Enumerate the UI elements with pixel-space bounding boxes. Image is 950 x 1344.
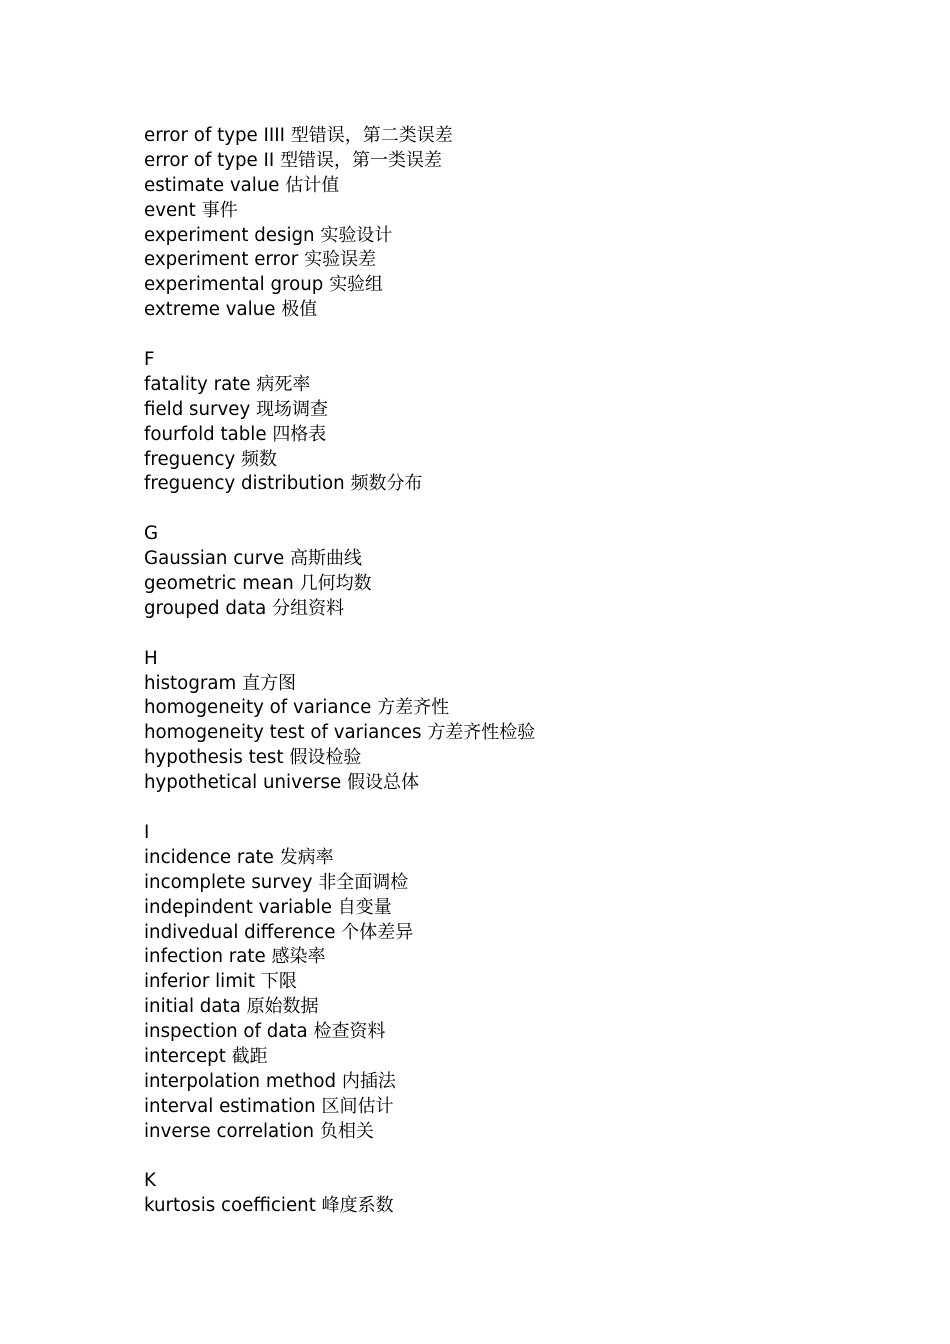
section-letter: I (144, 821, 150, 843)
entry-term: interval estimation (144, 1095, 316, 1117)
entry-term: homogeneity test of variances (144, 722, 422, 744)
entry-term: experiment design (144, 224, 315, 246)
entry-translation: 峰度系数 (321, 1195, 394, 1217)
glossary-entry (144, 1095, 904, 1120)
glossary-entry (144, 746, 904, 771)
glossary-entry (144, 248, 904, 273)
entry-translation: 方差齐性 (377, 697, 450, 719)
section-spacer (144, 1145, 904, 1170)
glossary-entry (144, 846, 904, 871)
glossary-entry (144, 1070, 904, 1095)
entry-term: hypothetical universe (144, 772, 342, 794)
entry-term: experimental group (144, 274, 324, 296)
glossary-entry (144, 149, 904, 174)
glossary-entry (144, 373, 904, 398)
entry-translation: 非全面调检 (318, 871, 409, 893)
entry-translation: 直方图 (242, 672, 296, 694)
entry-term: inferior limit (144, 971, 256, 993)
section-letter: G (144, 523, 159, 545)
glossary-entry (144, 896, 904, 921)
glossary-entry (144, 771, 904, 796)
entry-translation: 截距 (231, 1045, 268, 1067)
entry-translation: 极值 (281, 299, 318, 321)
entry-translation: 感染率 (271, 946, 326, 968)
entry-term: grouped data (144, 597, 267, 619)
entry-term: inverse correlation (144, 1120, 315, 1142)
section-spacer (144, 796, 904, 821)
entry-translation: 事件 (201, 199, 238, 221)
entry-term: homogeneity of variance (144, 697, 372, 719)
entry-translation: 检查资料 (313, 1021, 386, 1043)
entry-translation: 估计值 (285, 174, 340, 196)
entry-term: indepindent variable (144, 896, 332, 918)
glossary-entry (144, 871, 904, 896)
glossary-entry (144, 1120, 904, 1145)
entry-term: incidence rate (144, 846, 274, 868)
entry-translation: 内插法 (341, 1070, 396, 1092)
entry-translation: 频数 (241, 448, 278, 470)
entry-translation: 个体差异 (341, 921, 414, 943)
entry-translation: 实验设计 (320, 224, 393, 246)
entry-translation: 区间估计 (321, 1095, 394, 1117)
glossary-entry (144, 1020, 904, 1045)
entry-term: incomplete survey (144, 871, 313, 893)
entry-translation: 频数分布 (350, 473, 423, 495)
glossary-entry (144, 672, 904, 697)
entry-translation: 实验误差 (304, 249, 377, 271)
glossary-entry (144, 423, 904, 448)
glossary-entry (144, 547, 904, 572)
glossary-entry (144, 472, 904, 497)
glossary-entry (144, 199, 904, 224)
entry-term: error of type IIII (144, 125, 285, 146)
entry-term: Gaussian curve (144, 548, 285, 570)
entry-translation: 型错误，第二类误差 (290, 125, 453, 146)
section-letter: F (144, 349, 155, 371)
glossary-entry (144, 224, 904, 249)
entry-term: infection rate (144, 946, 266, 968)
entry-term: error of type II (144, 149, 275, 171)
entry-term: initial data (144, 996, 241, 1018)
entry-translation: 分组资料 (272, 597, 345, 619)
entry-term: intercept (144, 1045, 226, 1067)
entry-translation: 自变量 (337, 896, 392, 918)
entry-translation: 现场调查 (256, 398, 329, 420)
glossary-entry (144, 696, 904, 721)
glossary-entry (144, 273, 904, 298)
entry-term: hypothesis test (144, 747, 284, 769)
entry-term: geometric mean (144, 573, 294, 595)
entry-translation: 方差齐性检验 (427, 722, 536, 744)
entry-term: kurtosis coefficient (144, 1195, 316, 1217)
entry-term: histogram (144, 672, 237, 694)
glossary-entry (144, 572, 904, 597)
entry-term: interpolation method (144, 1070, 337, 1092)
glossary-entry (144, 174, 904, 199)
entry-translation: 原始数据 (246, 996, 319, 1018)
entry-translation: 下限 (260, 971, 297, 993)
glossary-entry (144, 970, 904, 995)
glossary-entry (144, 995, 904, 1020)
entry-translation: 假设总体 (346, 772, 419, 794)
section-spacer (144, 497, 904, 522)
glossary-entry (144, 124, 904, 149)
glossary-document (144, 124, 904, 1219)
glossary-entry (144, 398, 904, 423)
entry-translation: 四格表 (272, 423, 327, 445)
glossary-entry (144, 597, 904, 622)
entry-term: fatality rate (144, 373, 251, 395)
entry-term: experiment error (144, 249, 299, 271)
section-spacer (144, 622, 904, 647)
section-spacer (144, 323, 904, 348)
entry-translation: 假设检验 (289, 747, 362, 769)
glossary-entry (144, 448, 904, 473)
entry-term: indivedual difference (144, 921, 336, 943)
entry-term: freguency distribution (144, 473, 345, 495)
glossary-entry (144, 1045, 904, 1070)
glossary-entry (144, 298, 904, 323)
entry-term: extreme value (144, 299, 276, 321)
entry-translation: 高斯曲线 (289, 548, 362, 570)
section-letter: H (144, 647, 158, 669)
section-letter: K (144, 1170, 156, 1192)
glossary-entry (144, 945, 904, 970)
entry-translation: 型错误，第一类误差 (280, 149, 443, 171)
entry-term: estimate value (144, 174, 280, 196)
glossary-entry (144, 721, 904, 746)
entry-term: freguency (144, 448, 236, 470)
glossary-entry (144, 921, 904, 946)
entry-term: field survey (144, 398, 251, 420)
entry-term: fourfold table (144, 423, 267, 445)
entry-translation: 发病率 (279, 846, 334, 868)
entry-translation: 病死率 (256, 373, 311, 395)
glossary-entry (144, 1194, 904, 1219)
entry-translation: 实验组 (329, 274, 384, 296)
entry-term: inspection of data (144, 1021, 308, 1043)
entry-translation: 负相关 (319, 1120, 374, 1142)
entry-translation: 几何均数 (299, 573, 372, 595)
entry-term: event (144, 199, 196, 221)
